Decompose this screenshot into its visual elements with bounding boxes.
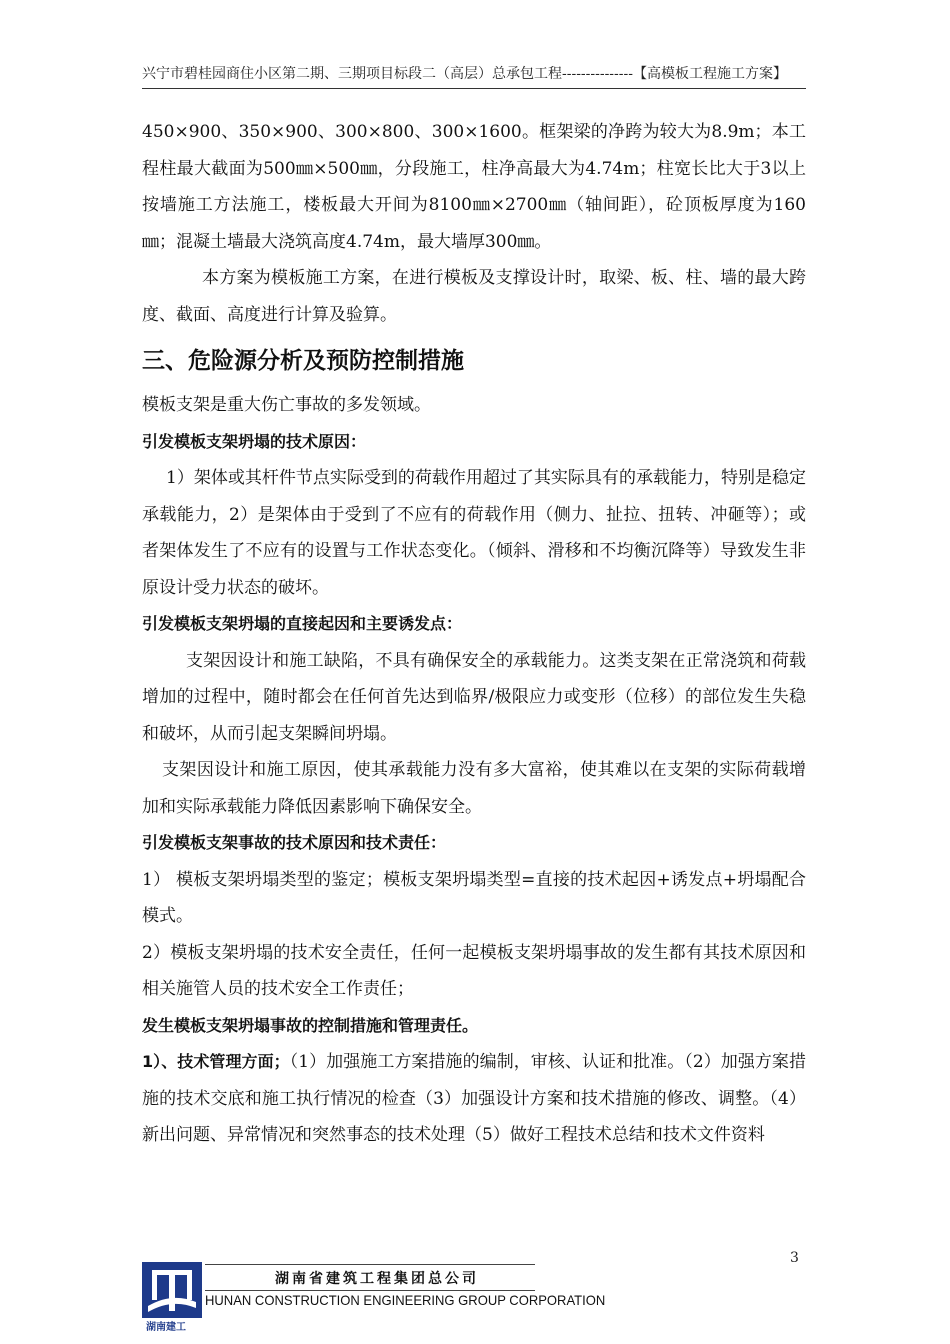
footer-top-divider bbox=[205, 1264, 535, 1265]
paragraph-safety-responsibility: 2）模板支架坍塌的技术安全责任，任何一起模板支架坍塌事故的发生都有其技术原因和相关施管人员的技术安全工作责任； bbox=[142, 942, 806, 999]
paragraph-technical-causes: 1）架体或其杆件节点实际受到的荷载作用超过了其实际具有的承载能力，特别是稳定承载能力，2）是架体由于受到了不应有的荷载作用（侧力、扯拉、扭转、冲砸等）；或者架体发生了不应有的设置与工作状态变化。（倾斜、滑移和不均衡沉降等）导致发生非原设计受力状态的破坏。 bbox=[142, 468, 806, 598]
document-body bbox=[142, 114, 806, 1154]
company-name-english: HUNAN CONSTRUCTION ENGINEERING GROUP CORPORATION bbox=[205, 1292, 606, 1308]
page-number: 3 bbox=[790, 1250, 799, 1266]
page-header: 兴宁市碧桂园商住小区第二期、三期项目标段二（高层）总承包工程---------------【高模板工程施工方案】 bbox=[142, 64, 806, 89]
paragraph-intro: 模板支架是重大伤亡事故的多发领域。 bbox=[142, 395, 431, 415]
paragraph-scheme-scope: 本方案为模板施工方案，在进行模板及支撑设计时，取梁、板、柱、墙的最大跨度、截面、高度进行计算及验算。 bbox=[142, 268, 806, 325]
technical-management-text: （1）加强施工方案措施的编制，审核、认证和批准。（2）加强方案措施的技术交底和施工执行情况的检查（3）加强设计方案和技术措施的修改、调整。（4）新出问题、异常情况和突然事态的技术处理（5）做好工程技术总结和技术文件资料 bbox=[142, 1052, 806, 1145]
company-logo-icon bbox=[142, 1262, 202, 1318]
section-title: 三、危险源分析及预防控制措施 bbox=[142, 348, 464, 374]
paragraph-technical-management bbox=[142, 1044, 806, 1154]
paragraph-capacity-margin: 支架因设计和施工原因，使其承载能力没有多大富裕，使其难以在支架的实际荷载增加和实际承载能力降低因素影响下确保安全。 bbox=[142, 760, 806, 817]
paragraph-structure-dimensions: 450×900、350×900、300×800、300×1600。框架梁的净跨为较大为8.9m；本工程柱最大截面为500㎜×500㎜，分段施工，柱净高最大为4.74m；柱宽长比大于3以上按墙施工方法施工，楼板最大开间为8100㎜×2700㎜（轴间距），砼顶板厚度为160㎜；混凝土墙最大浇筑高度4.74m，最大墙厚300㎜。 bbox=[142, 122, 806, 252]
paragraph-collapse-type: 1） 模板支架坍塌类型的鉴定；模板支架坍塌类型=直接的技术起因+诱发点+坍塌配合模式。 bbox=[142, 869, 806, 926]
heading-technical-responsibility: 引发模板支架事故的技术原因和技术责任： bbox=[142, 833, 447, 852]
technical-management-label: 1）、技术管理方面； bbox=[142, 1052, 290, 1071]
paragraph-design-defects: 支架因设计和施工缺陷，不具有确保安全的承载能力。这类支架在正常浇筑和荷载增加的过程中，随时都会在任何首先达到临界/极限应力或变形（位移）的部位发生失稳和破坏，从而引起支架瞬间坍塌。 bbox=[142, 650, 806, 744]
heading-technical-causes: 引发模板支架坍塌的技术原因： bbox=[142, 431, 367, 451]
heading-control-measures: 发生模板支架坍塌事故的控制措施和管理责任。 bbox=[142, 1015, 479, 1035]
company-name-chinese: 湖南省建筑工程集团总公司 bbox=[275, 1271, 479, 1287]
heading-direct-causes: 引发模板支架坍塌的直接起因和主要诱发点： bbox=[142, 614, 463, 633]
logo-label: 湖南建工 bbox=[146, 1322, 186, 1333]
footer-middle-divider bbox=[205, 1290, 535, 1291]
